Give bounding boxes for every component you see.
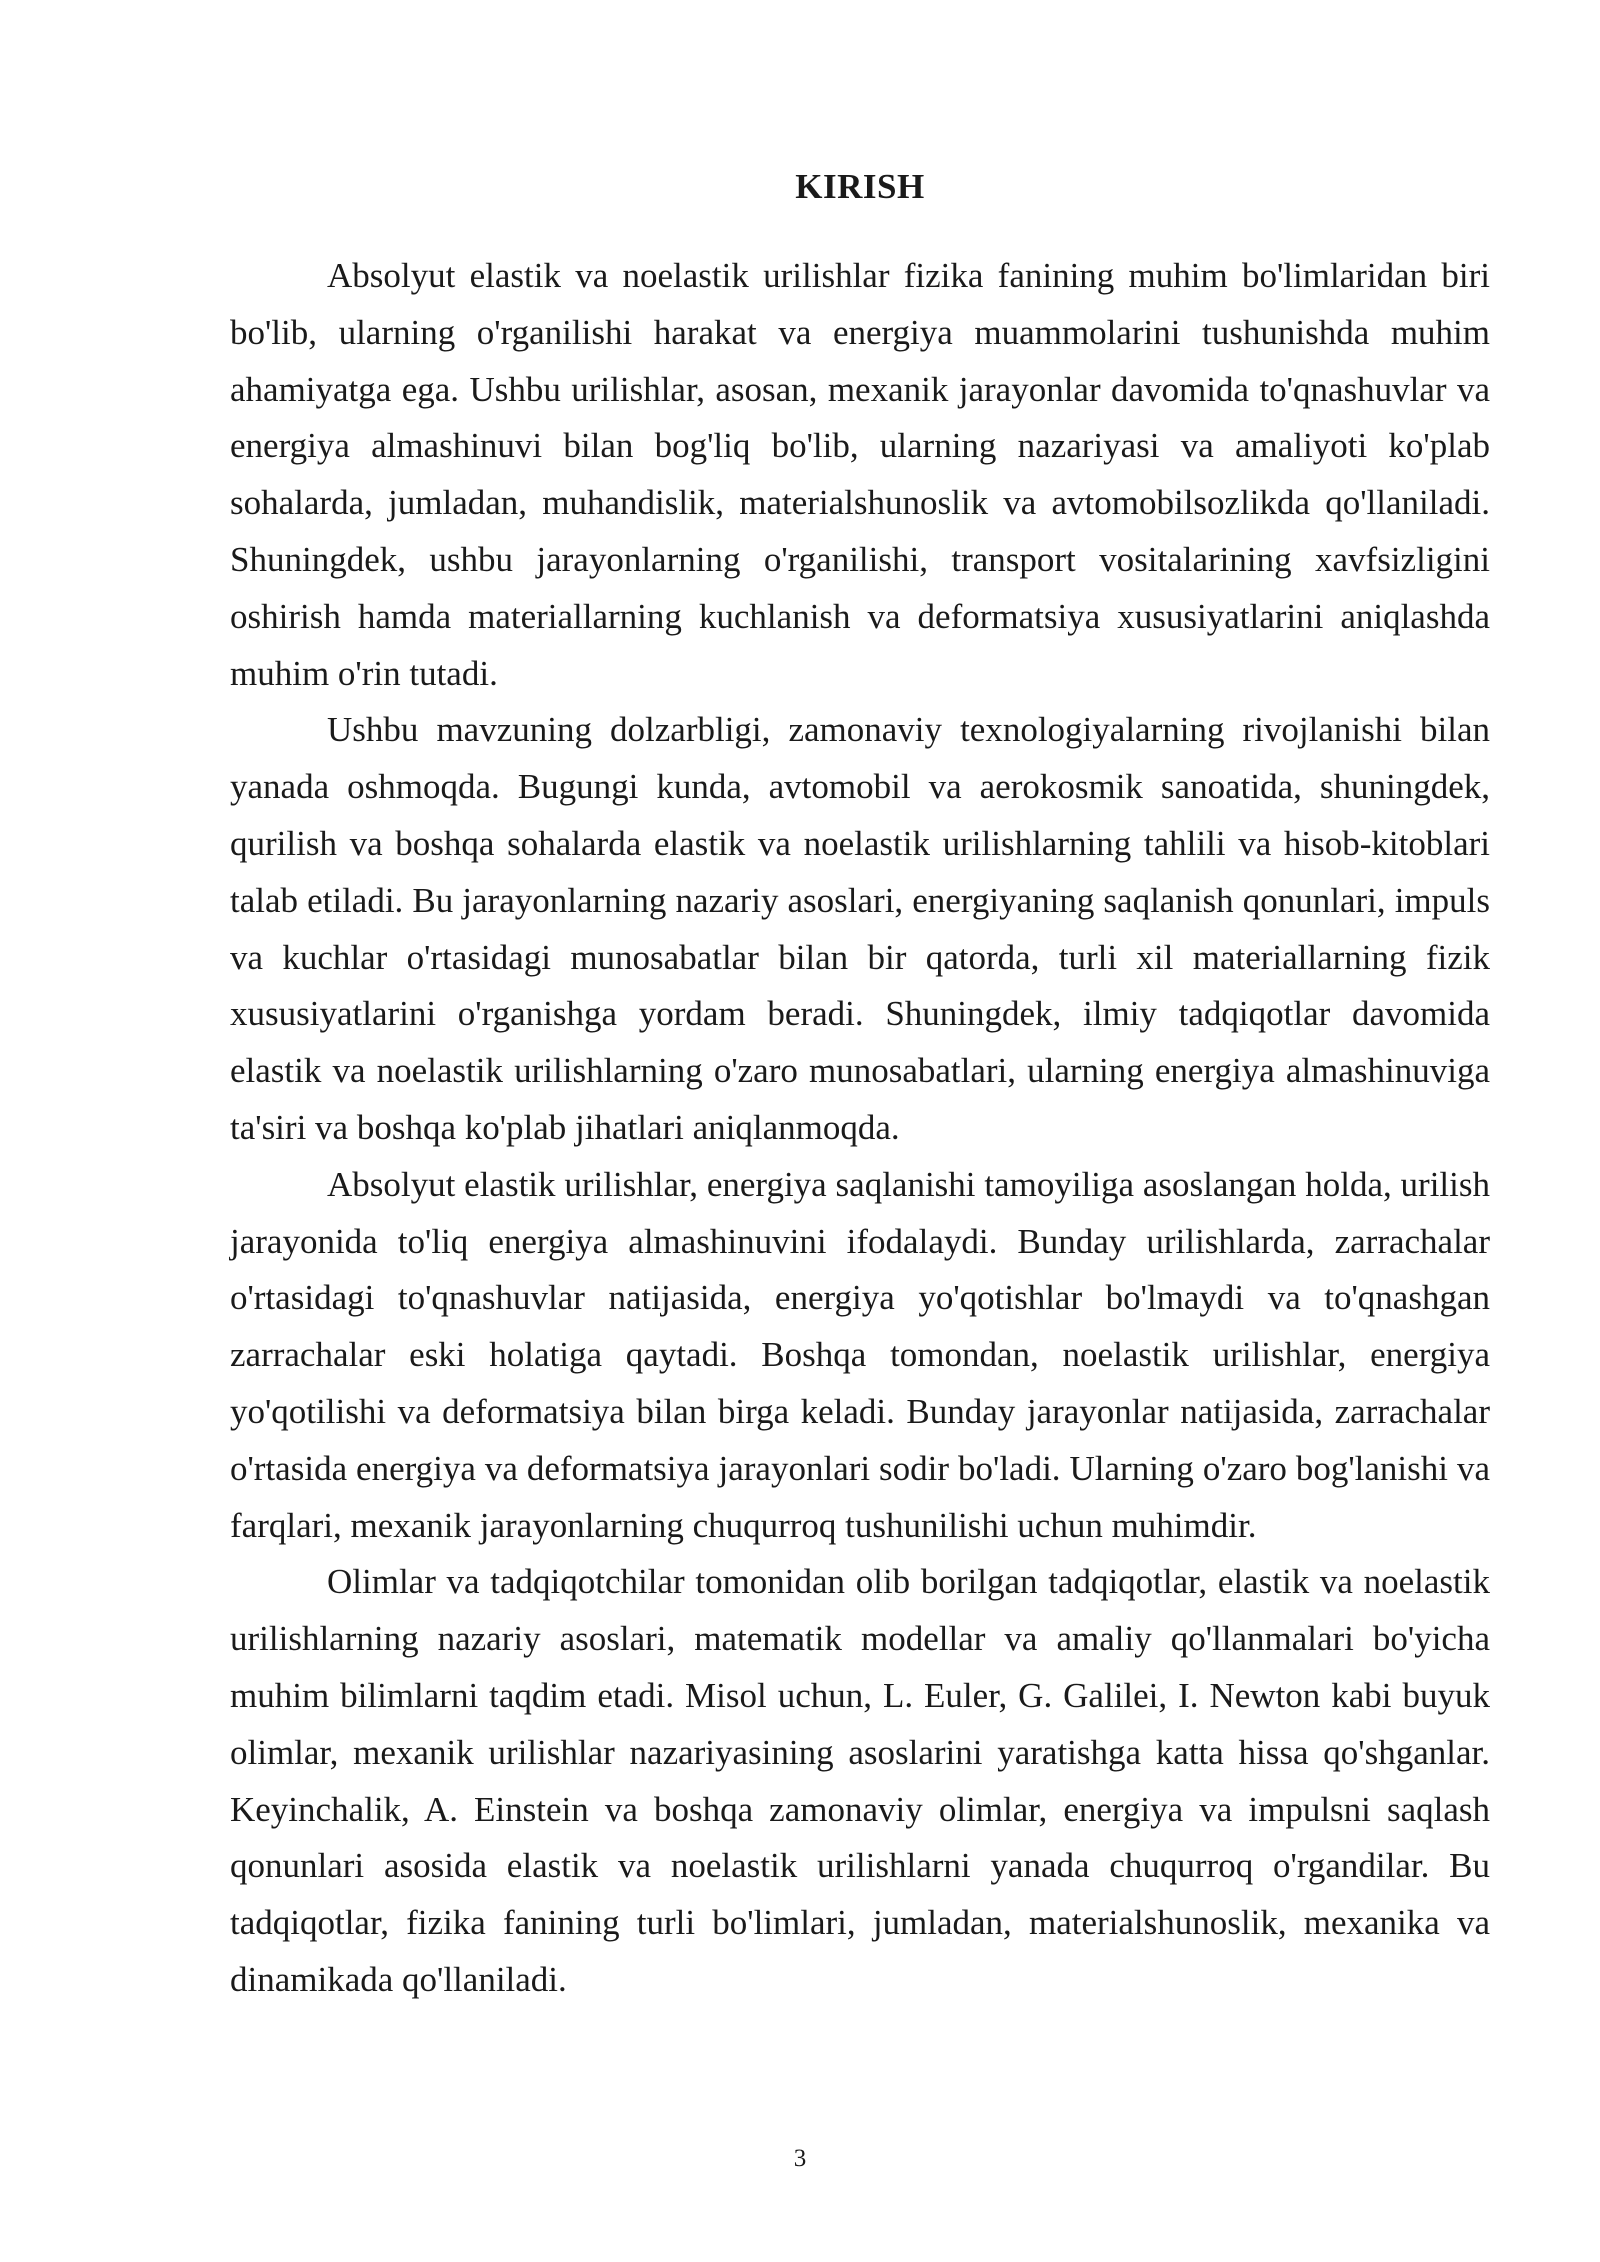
paragraph-3: Absolyut elastik urilishlar, energiya saqlanishi tamoyiliga asoslangan holda, urilish jarayonida to'liq energiya almashinuvini ifodalaydi. Bunday urilishlarda, zarrachalar o'rtasidagi to'qnashuvlar natijasida, energiya yo'qotishlar bo'lmaydi va to'qnashgan zarrachalar eski holatiga qaytadi. Boshqa tomondan, noelastik urilishlar, energiya yo'qotilishi va deformatsiya bilan birga keladi. Bunday jarayonlar natijasida, zarrachalar o'rtasida energiya va deformatsiya jarayonlari sodir bo'ladi. Ularning o'zaro bog'lanishi va farqlari, mexanik jarayonlarning chuqurroq tushunilishi uchun muhimdir. bbox=[230, 1164, 1490, 1545]
paragraph-1: Absolyut elastik va noelastik urilishlar fizika fanining muhim bo'limlaridan biri bo'lib, ularning o'rganilishi harakat va energiya muammolarini tushunishda muhim ahamiyatga ega. Ushbu urilishlar, asosan, mexanik jarayonlar davomida to'qnashuvlar va energiya almashinuvi bilan bog'liq bo'lib, ularning nazariyasi va amaliyoti ko'plab sohalarda, jumladan, muhandislik, materialshunoslik va avtomobilsozlikda qo'llaniladi. Shuningdek, ushbu jarayonlarning o'rganilishi, transport vositalarining xavfsizligini oshirish hamda materiallarning kuchlanish va deformatsiya xususiyatlarini aniqlashda muhim o'rin tutadi. bbox=[230, 256, 1490, 693]
paragraph-4: Olimlar va tadqiqotchilar tomonidan olib borilgan tadqiqotlar, elastik va noelastik urilishlarning nazariy asoslari, matematik modellar va amaliy qo'llanmalari bo'yicha muhim bilimlarni taqdim etadi. Misol uchun, L. Euler, G. Galilei, I. Newton kabi buyuk olimlar, mexanik urilishlar nazariyasining asoslarini yaratishga katta hissa qo'shganlar. Keyinchalik, A. Einstein va boshqa zamonaviy olimlar, energiya va impulsni saqlash qonunlari asosida elastik va noelastik urilishlarni yanada chuqurroq o'rgandilar. Bu tadqiqotlar, fizika fanining turli bo'limlari, jumladan, materialshunoslik, mexanika va dinamikada qo'llaniladi. bbox=[230, 1562, 1490, 1999]
section-title: KIRISH bbox=[795, 167, 925, 206]
page-number: 3 bbox=[793, 2145, 807, 2172]
paragraph-2: Ushbu mavzuning dolzarbligi, zamonaviy texnologiyalarning rivojlanishi bilan yanada oshmoqda. Bugungi kunda, avtomobil va aerokosmik sanoatida, shuningdek, qurilish va boshqa sohalarda elastik va noelastik urilishlarning tahlili va hisob-kitoblari talab etiladi. Bu jarayonlarning nazariy asoslari, energiyaning saqlanish qonunlari, impuls va kuchlar o'rtasidagi munosabatlar bilan bir qatorda, turli xil materiallarning fizik xususiyatlarini o'rganishga yordam beradi. Shuningdek, ilmiy tadqiqotlar davomida elastik va noelastik urilishlarning o'zaro munosabatlari, ularning energiya almashinuviga ta'siri va boshqa ko'plab jihatlari aniqlanmoqda. bbox=[230, 710, 1490, 1147]
body-text bbox=[230, 248, 1490, 2009]
